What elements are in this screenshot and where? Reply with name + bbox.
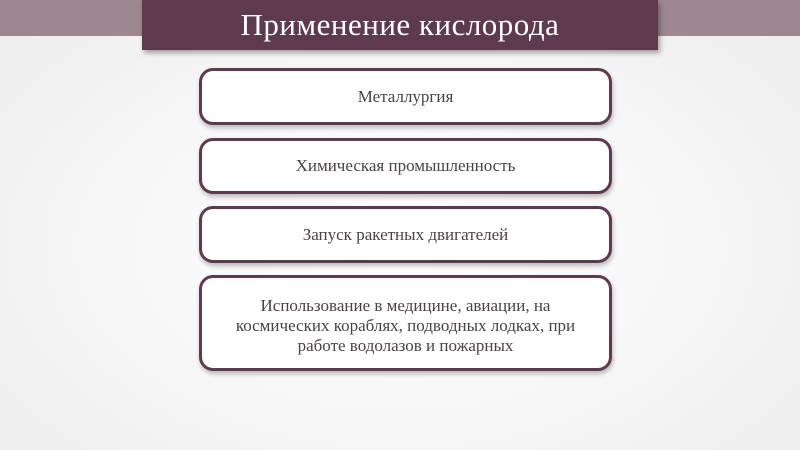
- slide-title: Применение кислорода: [240, 7, 560, 42]
- item-label: Химическая промышленность: [295, 156, 516, 175]
- title-bar: [142, 0, 658, 50]
- item-label: Запуск ракетных двигателей: [302, 224, 509, 244]
- item-box-chemical-industry: [199, 138, 612, 194]
- item-box-medicine-aviation: [199, 275, 612, 371]
- item-label: Металлургия: [357, 86, 454, 106]
- item-label: Использование в медицине, авиации, на космических кораблях, подводных лодках, при работе водолазов и пожарных: [235, 296, 576, 355]
- item-box-metallurgy: [199, 68, 612, 125]
- item-box-rocket-engines: [199, 206, 612, 263]
